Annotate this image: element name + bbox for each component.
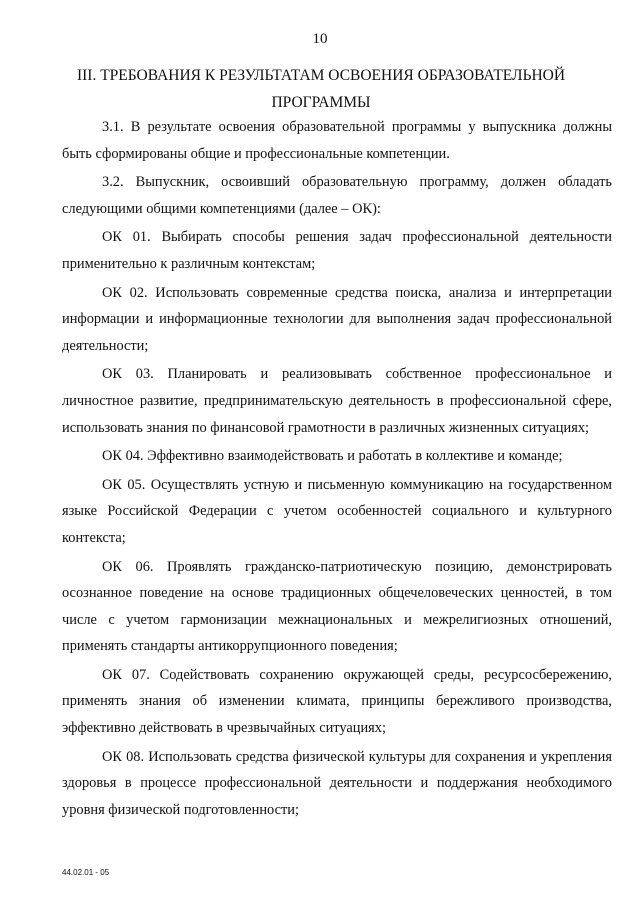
document-body bbox=[62, 114, 612, 823]
footer-document-code: 44.02.01 - 05 bbox=[62, 868, 110, 877]
paragraph-3-1: 3.1. В результате освоения образовательной программы у выпускника должны быть сформированы общие и профессиональные компетенции. bbox=[62, 119, 612, 162]
competency-ok-05: ОК 05. Осуществлять устную и письменную коммуникацию на государственном языке Российской Федерации с учетом особенностей социального и культурного контекста; bbox=[62, 476, 612, 546]
competency-ok-07: ОК 07. Содействовать сохранению окружающей среды, ресурсосбережению, применять знания об изменении климата, принципы бережливого производства, эффективно действовать в чрезвычайных ситуациях; bbox=[62, 666, 612, 737]
competency-ok-02: ОК 02. Использовать современные средства поиска, анализа и интерпретации информации и информационные технологии для выполнения задач профессиональной деятельности; bbox=[62, 284, 612, 354]
section-title: III. ТРЕБОВАНИЯ К РЕЗУЛЬТАТАМ ОСВОЕНИЯ ОБРАЗОВАТЕЛЬНОЙ ПРОГРАММЫ bbox=[76, 67, 566, 111]
competency-ok-03: ОК 03. Планировать и реализовывать собственное профессиональное и личностное развитие, предпринимательскую деятельность в профессиональной сфере, использовать знания по финансовой грамотности в различных жизненных ситуациях; bbox=[62, 366, 612, 436]
competency-ok-06: ОК 06. Проявлять гражданско-патриотическую позицию, демонстрировать осознанное поведение на основе традиционных общечеловеческих ценностей, в том числе с учетом гармонизации межнациональных и межрелигиозных отношений, применять стандарты антикоррупционного поведения; bbox=[62, 558, 612, 655]
competency-ok-04: ОК 04. Эффективно взаимодействовать и работать в коллективе и команде; bbox=[102, 448, 563, 465]
page-number: 10 bbox=[312, 31, 328, 47]
competency-ok-08: ОК 08. Использовать средства физической культуры для сохранения и укрепления здоровья в процессе профессиональной деятельности и поддержания необходимого уровня физической подготовленности; bbox=[62, 748, 612, 818]
paragraph-3-2: 3.2. Выпускник, освоивший образовательную программу, должен обладать следующими общими компетенциями (далее – ОК): bbox=[62, 174, 612, 217]
competency-ok-01: ОК 01. Выбирать способы решения задач профессиональной деятельности применительно к различным контекстам; bbox=[62, 229, 612, 272]
